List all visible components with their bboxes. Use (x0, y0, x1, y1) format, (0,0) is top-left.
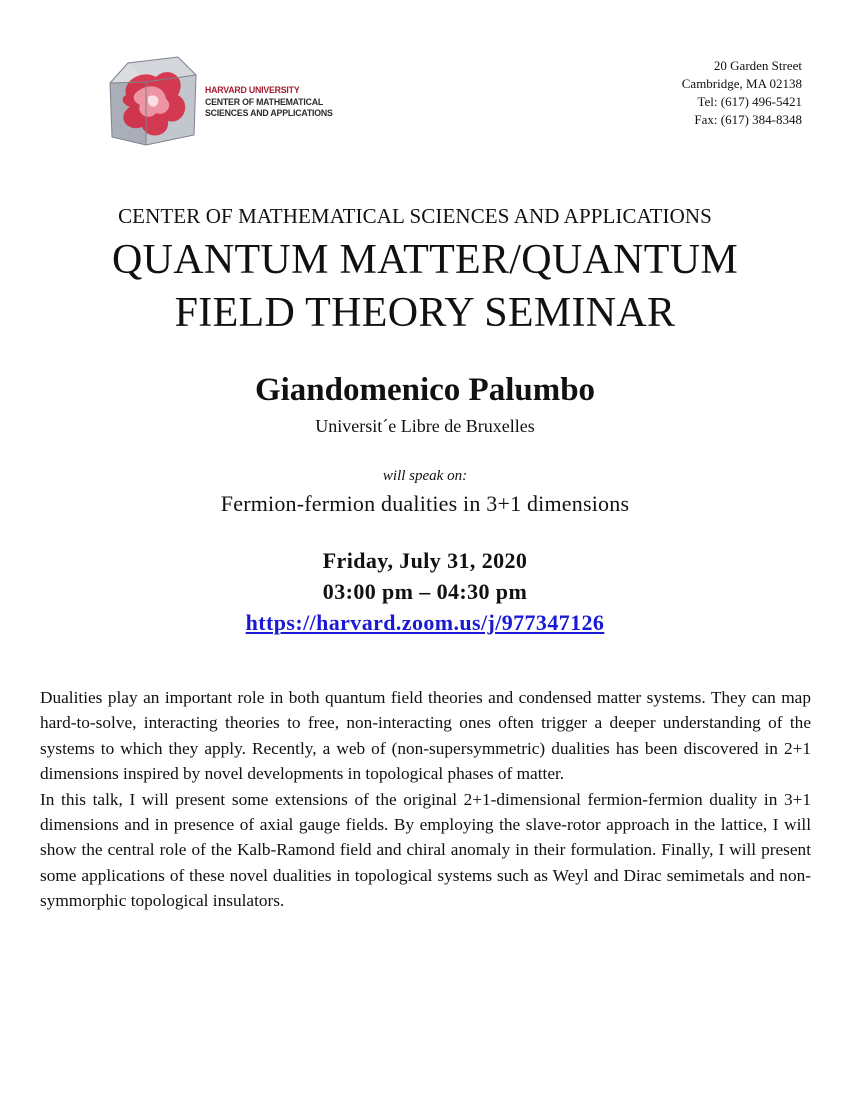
abstract-paragraph-2: In this talk, I will present some extensions of the original 2+1-dimensional fermion-fermion duality in 3+1 dimensions and in presence of axial gauge fields. By employing the slave-rotor approach in the lattice, I will show the central role of the Kalb-Ramond field and chiral anomaly in their formulation. Finally, I will present some applications of these novel dualities in topological systems such as Weyl and Dirac semimetals and non-symmorphic topological insulators. (40, 789, 811, 911)
center-name: CENTER OF MATHEMATICAL SCIENCES AND APPLICATIONS (118, 204, 712, 228)
logo-wordmark (205, 85, 333, 120)
speaker-name: Giandomenico Palumbo (254, 372, 596, 408)
logo-line-1: CENTER OF MATHEMATICAL (205, 96, 323, 108)
seminar-title (0, 234, 850, 340)
event-time: 03:00 pm – 04:30 pm (322, 579, 528, 604)
logo-university: HARVARD UNIVERSITY (205, 85, 300, 96)
address-tel: Tel: (617) 496-5421 (697, 94, 802, 109)
talk-title: Fermion-fermion dualities in 3+1 dimensions (220, 491, 630, 516)
seminar-title-line-2: FIELD THEORY SEMINAR (174, 290, 676, 336)
cube-logo-icon (108, 55, 198, 150)
event-schedule (0, 545, 850, 638)
zoom-link[interactable]: https://harvard.zoom.us/j/977347126 (245, 610, 605, 635)
address-fax: Fax: (617) 384-8348 (694, 112, 802, 127)
address-city: Cambridge, MA 02138 (681, 76, 802, 91)
seminar-title-line-1: QUANTUM MATTER/QUANTUM (111, 237, 739, 283)
will-speak-label: will speak on: (382, 468, 468, 484)
speaker-affiliation: Universit´e Libre de Bruxelles (315, 416, 535, 436)
address-block (682, 57, 802, 129)
event-date: Friday, July 31, 2020 (322, 548, 528, 573)
logo-line-2: SCIENCES AND APPLICATIONS (205, 108, 333, 119)
address-street: 20 Garden Street (713, 58, 802, 73)
cmsa-logo (108, 55, 348, 150)
abstract (40, 685, 811, 914)
abstract-paragraph-1: Dualities play an important role in both quantum field theories and condensed matter systems. They can map hard-to-solve, interacting theories to free, non-interacting ones often trigger a deeper understanding of the systems to which they apply. Recently, a web of (non-supersymmetric) dualities has been discovered in 2+1 dimensions inspired by novel developments in topological phases of matter. (40, 688, 811, 784)
